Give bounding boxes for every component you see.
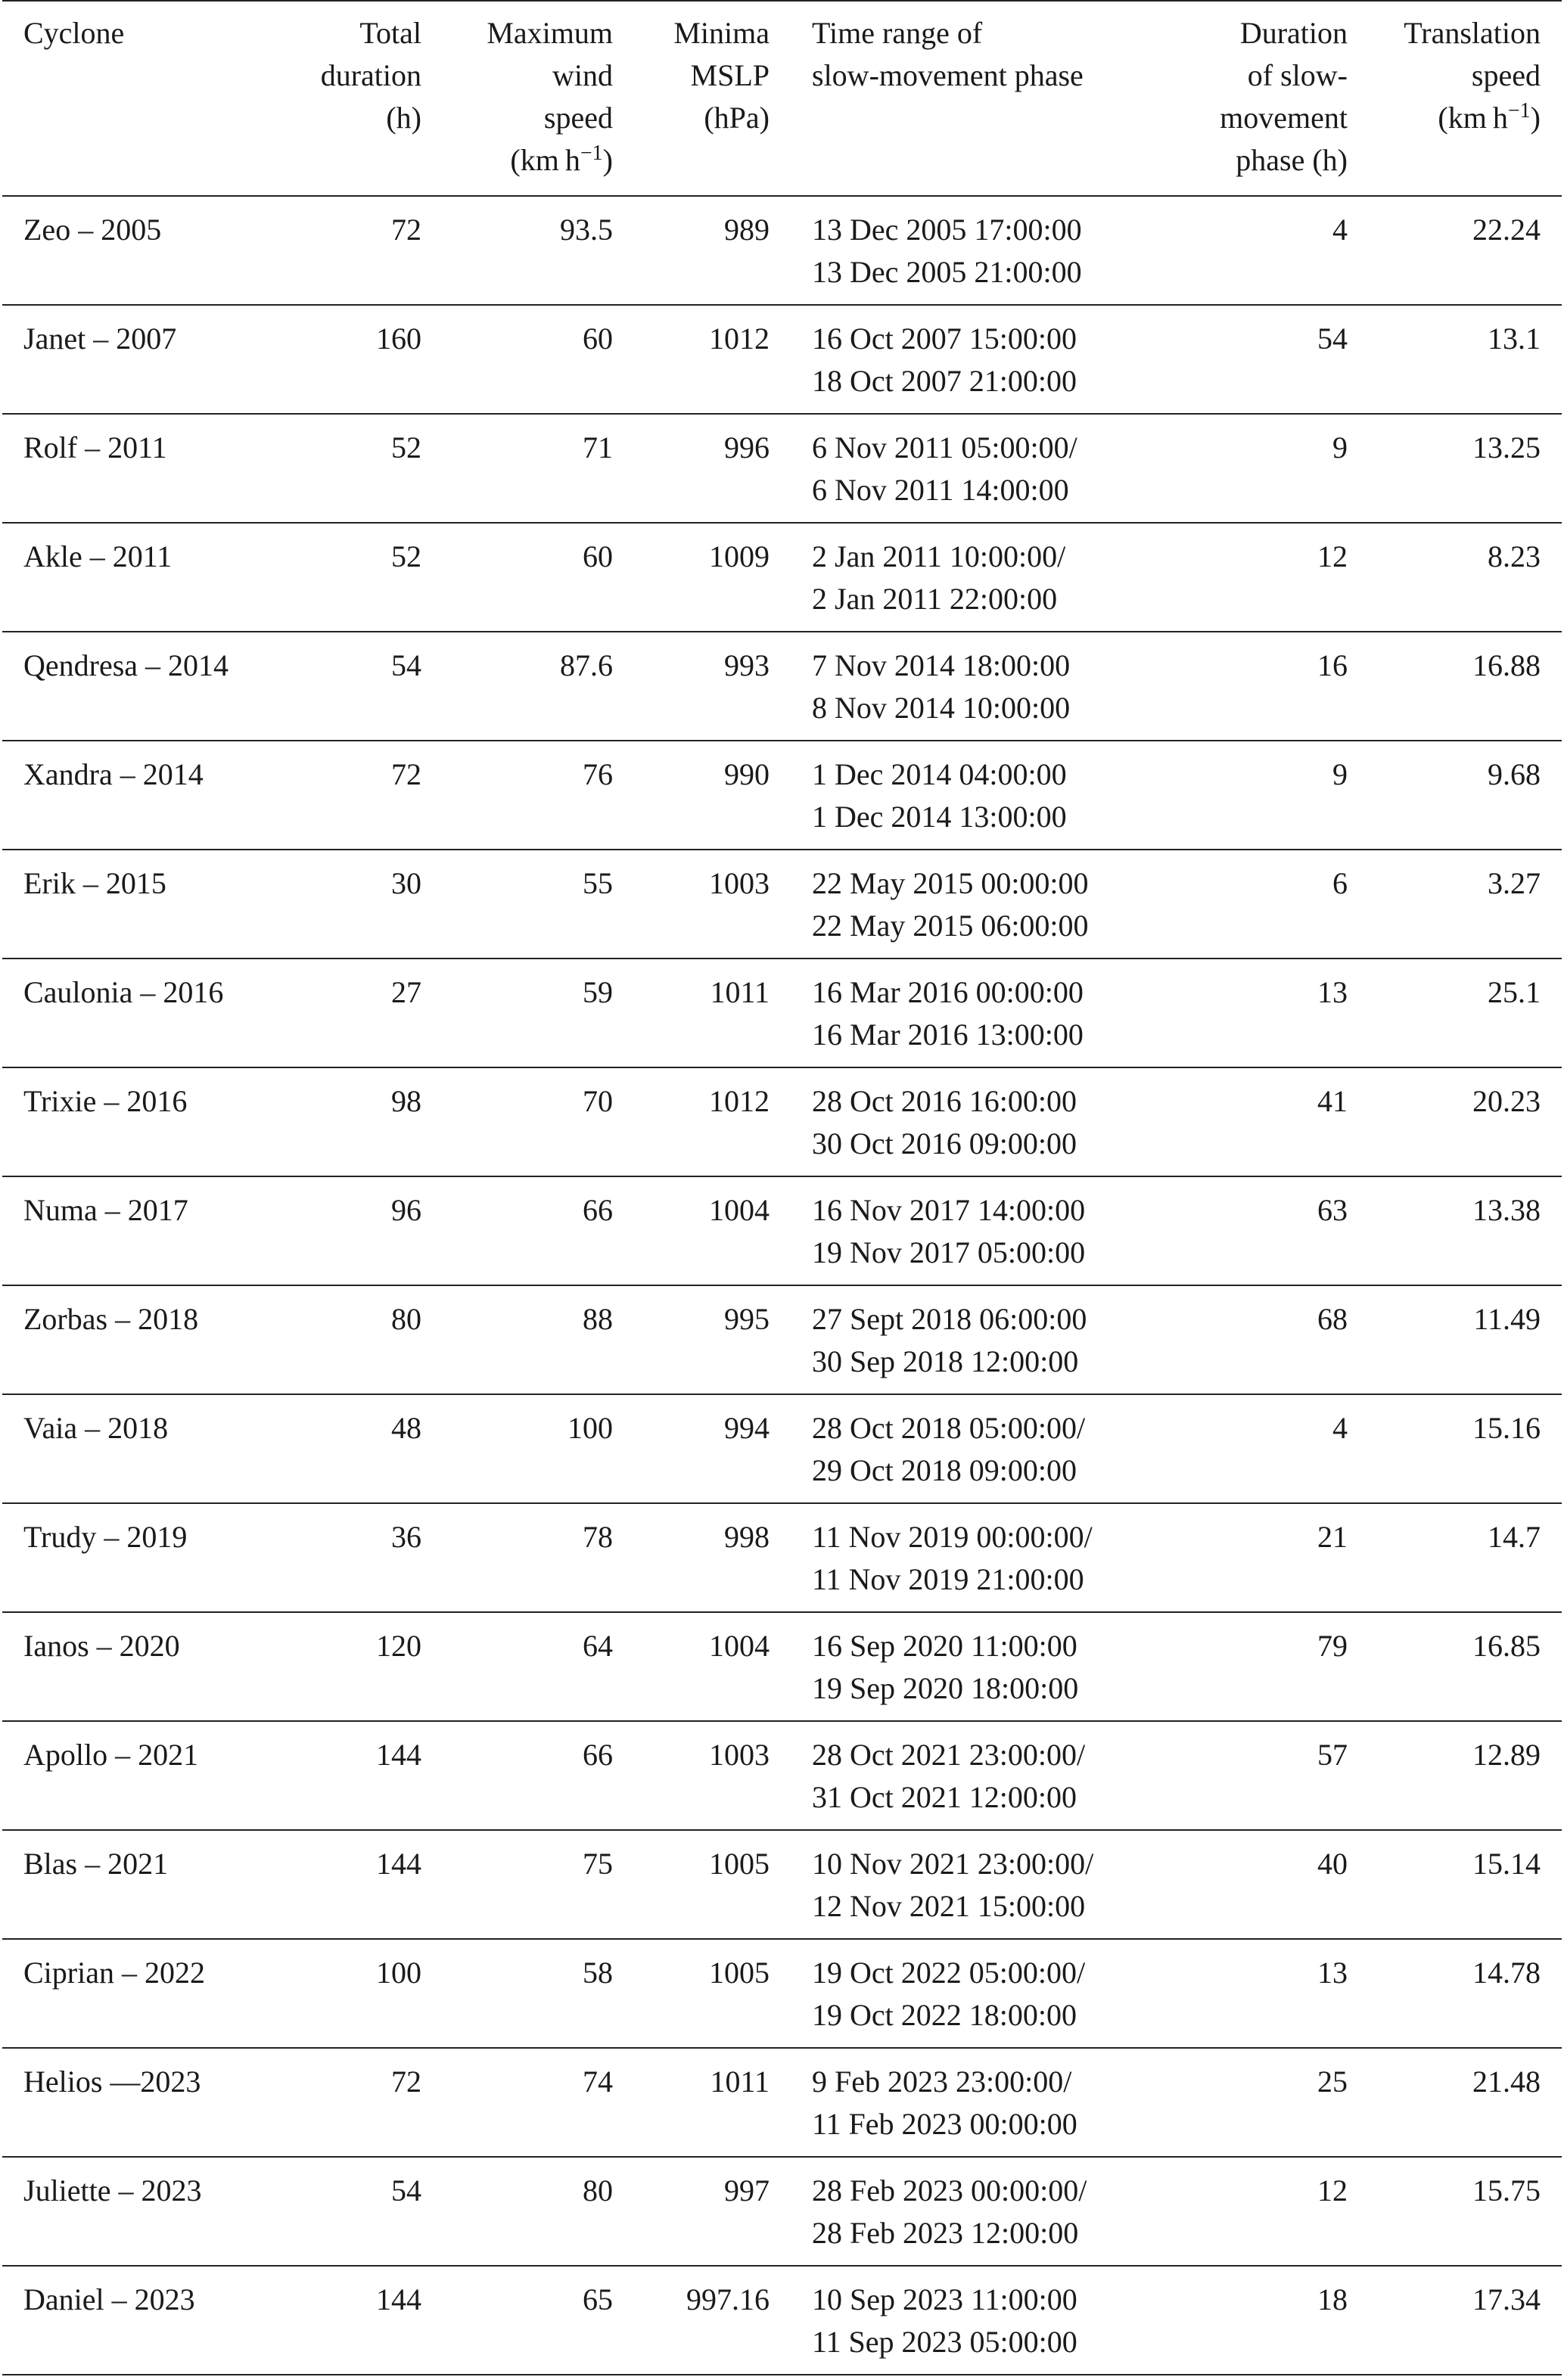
cell-total-duration: 30 bbox=[391, 866, 421, 900]
cell-max-wind-speed: 58 bbox=[583, 1956, 613, 1990]
cell-translation-speed: 15.16 bbox=[1472, 1411, 1541, 1445]
cell-time-range bbox=[791, 1830, 1164, 1939]
header-line: (km $h^{-1}$) bbox=[510, 141, 613, 177]
cell-minima-mslp: 1004 bbox=[709, 1629, 770, 1663]
cell-slow-duration: 9 bbox=[1332, 430, 1348, 465]
cell-total-duration: 36 bbox=[391, 1520, 421, 1554]
table-row bbox=[2, 741, 1562, 850]
cell-slow-duration: 40 bbox=[1317, 1847, 1348, 1881]
cell-slow-duration: 6 bbox=[1332, 866, 1348, 900]
cell-time-range bbox=[791, 1721, 1164, 1830]
header-line: of slow- bbox=[1247, 58, 1348, 92]
header-row bbox=[2, 1, 1562, 196]
time-range-line: 2 Jan 2011 10:00:00/ bbox=[812, 539, 1066, 573]
cell-translation-speed: 11.49 bbox=[1473, 1302, 1541, 1336]
cell-cyclone: Numa – 2017 bbox=[23, 1193, 188, 1227]
cell-translation-speed: 22.24 bbox=[1472, 213, 1541, 247]
cell-slow-duration: 18 bbox=[1317, 2282, 1348, 2316]
time-range-line: 6 Nov 2011 14:00:00 bbox=[812, 473, 1069, 507]
time-range-line: 16 Sep 2020 11:00:00 bbox=[812, 1629, 1077, 1663]
cell-time-range bbox=[791, 1394, 1164, 1503]
table-row bbox=[2, 1176, 1562, 1285]
cell-translation-speed: 20.23 bbox=[1472, 1084, 1541, 1118]
cell-cyclone: Trixie – 2016 bbox=[23, 1084, 188, 1118]
time-range-line: 16 Nov 2017 14:00:00 bbox=[812, 1193, 1086, 1227]
time-range-line: 28 Oct 2016 16:00:00 bbox=[812, 1084, 1077, 1118]
cell-minima-mslp: 1003 bbox=[709, 866, 770, 900]
cell-total-duration: 52 bbox=[391, 539, 421, 573]
time-range-line: 11 Sep 2023 05:00:00 bbox=[812, 2325, 1077, 2359]
table-row bbox=[2, 1939, 1562, 2048]
table-row bbox=[2, 850, 1562, 959]
time-range-line: 29 Oct 2018 09:00:00 bbox=[812, 1453, 1077, 1487]
cell-cyclone: Erik – 2015 bbox=[23, 866, 166, 900]
cell-translation-speed: 3.27 bbox=[1488, 866, 1541, 900]
cell-time-range bbox=[791, 850, 1164, 959]
cell-time-range bbox=[791, 959, 1164, 1067]
cell-slow-duration: 9 bbox=[1332, 757, 1348, 791]
table-row bbox=[2, 1394, 1562, 1503]
header-translation-speed bbox=[1369, 1, 1562, 196]
cell-translation-speed: 13.1 bbox=[1488, 322, 1541, 356]
table-row bbox=[2, 523, 1562, 632]
cell-time-range bbox=[791, 1939, 1164, 2048]
cell-time-range bbox=[791, 2266, 1164, 2375]
table-row bbox=[2, 305, 1562, 414]
header-line: Cyclone bbox=[23, 16, 125, 50]
cell-slow-duration: 54 bbox=[1317, 322, 1348, 356]
time-range-line: 28 Oct 2018 05:00:00/ bbox=[812, 1411, 1086, 1445]
cell-total-duration: 27 bbox=[391, 975, 421, 1009]
cell-time-range bbox=[791, 414, 1164, 523]
cell-total-duration: 72 bbox=[391, 757, 421, 791]
cell-total-duration: 96 bbox=[391, 1193, 421, 1227]
cell-max-wind-speed: 75 bbox=[583, 1847, 613, 1881]
time-range-line: 28 Oct 2021 23:00:00/ bbox=[812, 1738, 1086, 1772]
cell-cyclone: Daniel – 2023 bbox=[23, 2282, 195, 2316]
header-minima-mslp bbox=[634, 1, 791, 196]
cell-max-wind-speed: 100 bbox=[567, 1411, 613, 1445]
cell-cyclone: Vaia – 2018 bbox=[23, 1411, 169, 1445]
cell-slow-duration: 13 bbox=[1317, 1956, 1348, 1990]
cell-cyclone: Janet – 2007 bbox=[23, 322, 177, 356]
cell-max-wind-speed: 60 bbox=[583, 539, 613, 573]
cell-slow-duration: 4 bbox=[1332, 1411, 1348, 1445]
cell-time-range bbox=[791, 1067, 1164, 1176]
time-range-line: 13 Dec 2005 17:00:00 bbox=[812, 213, 1082, 247]
time-range-line: 22 May 2015 00:00:00 bbox=[812, 866, 1089, 900]
table-row bbox=[2, 196, 1562, 305]
time-range-line: 16 Mar 2016 13:00:00 bbox=[812, 1018, 1084, 1052]
cell-max-wind-speed: 87.6 bbox=[560, 648, 613, 682]
time-range-line: 12 Nov 2021 15:00:00 bbox=[812, 1889, 1086, 1923]
cell-minima-mslp: 989 bbox=[724, 213, 770, 247]
cell-cyclone: Akle – 2011 bbox=[23, 539, 173, 573]
table-row bbox=[2, 959, 1562, 1067]
header-line: slow-movement phase bbox=[812, 58, 1084, 92]
time-range-line: 6 Nov 2011 05:00:00/ bbox=[812, 430, 1077, 465]
cell-cyclone: Zorbas – 2018 bbox=[23, 1302, 199, 1336]
cell-max-wind-speed: 71 bbox=[583, 430, 613, 465]
cell-slow-duration: 25 bbox=[1317, 2065, 1348, 2099]
header-maximum-wind-speed bbox=[443, 1, 634, 196]
cell-translation-speed: 9.68 bbox=[1488, 757, 1541, 791]
header-line: Total bbox=[359, 16, 421, 50]
cell-translation-speed: 25.1 bbox=[1488, 975, 1541, 1009]
cell-slow-duration: 13 bbox=[1317, 975, 1348, 1009]
cell-minima-mslp: 1009 bbox=[709, 539, 770, 573]
cell-minima-mslp: 998 bbox=[724, 1520, 770, 1554]
header-line: (hPa) bbox=[704, 101, 770, 135]
header-line: MSLP bbox=[690, 58, 770, 92]
time-range-line: 28 Feb 2023 12:00:00 bbox=[812, 2216, 1079, 2250]
cell-time-range bbox=[791, 741, 1164, 850]
header-time-range bbox=[791, 1, 1164, 196]
cell-translation-speed: 15.75 bbox=[1472, 2173, 1541, 2208]
cell-max-wind-speed: 80 bbox=[583, 2173, 613, 2208]
cell-cyclone: Qendresa – 2014 bbox=[23, 648, 229, 682]
table-row bbox=[2, 1067, 1562, 1176]
header-total-duration bbox=[291, 1, 443, 196]
cell-translation-speed: 15.14 bbox=[1472, 1847, 1541, 1881]
time-range-line: 11 Nov 2019 00:00:00/ bbox=[812, 1520, 1093, 1554]
time-range-line: 11 Nov 2019 21:00:00 bbox=[812, 1562, 1084, 1596]
cell-minima-mslp: 997.16 bbox=[686, 2282, 770, 2316]
header-line: wind bbox=[552, 58, 613, 92]
cell-time-range bbox=[791, 2048, 1164, 2157]
cell-time-range bbox=[791, 1176, 1164, 1285]
cell-minima-mslp: 997 bbox=[724, 2173, 770, 2208]
cell-minima-mslp: 995 bbox=[724, 1302, 770, 1336]
table-row bbox=[2, 1830, 1562, 1939]
time-range-line: 16 Oct 2007 15:00:00 bbox=[812, 322, 1077, 356]
cell-slow-duration: 4 bbox=[1332, 213, 1348, 247]
cell-max-wind-speed: 93.5 bbox=[560, 213, 613, 247]
cell-minima-mslp: 996 bbox=[724, 430, 770, 465]
cell-total-duration: 80 bbox=[391, 1302, 421, 1336]
header-line: movement bbox=[1220, 101, 1348, 135]
cell-minima-mslp: 1005 bbox=[709, 1847, 770, 1881]
cell-cyclone: Ianos – 2020 bbox=[23, 1629, 180, 1663]
time-range-line: 18 Oct 2007 21:00:00 bbox=[812, 364, 1077, 398]
cell-time-range bbox=[791, 1503, 1164, 1612]
cell-translation-speed: 14.78 bbox=[1472, 1956, 1541, 1990]
time-range-line: 22 May 2015 06:00:00 bbox=[812, 909, 1089, 943]
cell-slow-duration: 12 bbox=[1317, 2173, 1348, 2208]
time-range-line: 27 Sept 2018 06:00:00 bbox=[812, 1302, 1087, 1336]
cell-cyclone: Helios —2023 bbox=[23, 2065, 201, 2099]
cell-max-wind-speed: 70 bbox=[583, 1084, 613, 1118]
cell-minima-mslp: 994 bbox=[724, 1411, 770, 1445]
header-line: Translation bbox=[1404, 16, 1541, 50]
time-range-line: 30 Sep 2018 12:00:00 bbox=[812, 1344, 1079, 1378]
time-range-line: 2 Jan 2011 22:00:00 bbox=[812, 582, 1058, 616]
header-slow-duration bbox=[1164, 1, 1369, 196]
cell-max-wind-speed: 64 bbox=[583, 1629, 613, 1663]
time-range-line: 16 Mar 2016 00:00:00 bbox=[812, 975, 1084, 1009]
cell-translation-speed: 12.89 bbox=[1472, 1738, 1541, 1772]
header-line: Minima bbox=[673, 16, 770, 50]
time-range-line: 19 Oct 2022 18:00:00 bbox=[812, 1998, 1077, 2032]
cell-cyclone: Blas – 2021 bbox=[23, 1847, 169, 1881]
cell-minima-mslp: 1011 bbox=[710, 975, 770, 1009]
cell-translation-speed: 16.88 bbox=[1472, 648, 1541, 682]
cell-time-range bbox=[791, 523, 1164, 632]
cell-minima-mslp: 993 bbox=[724, 648, 770, 682]
cell-total-duration: 144 bbox=[376, 1847, 421, 1881]
table-row bbox=[2, 2157, 1562, 2266]
table-body bbox=[2, 196, 1562, 2375]
table-row bbox=[2, 1612, 1562, 1721]
cell-total-duration: 144 bbox=[376, 1738, 421, 1772]
cell-cyclone: Juliette – 2023 bbox=[23, 2173, 202, 2208]
cell-total-duration: 120 bbox=[376, 1629, 421, 1663]
cell-time-range bbox=[791, 632, 1164, 741]
cell-total-duration: 160 bbox=[376, 322, 421, 356]
time-range-line: 30 Oct 2016 09:00:00 bbox=[812, 1126, 1077, 1160]
cell-minima-mslp: 1012 bbox=[709, 322, 770, 356]
cell-max-wind-speed: 66 bbox=[583, 1738, 613, 1772]
table-row bbox=[2, 1285, 1562, 1394]
time-range-line: 1 Dec 2014 13:00:00 bbox=[812, 800, 1067, 834]
cell-translation-speed: 14.7 bbox=[1488, 1520, 1541, 1554]
cell-total-duration: 144 bbox=[376, 2282, 421, 2316]
header-line: phase (h) bbox=[1236, 143, 1348, 177]
cell-translation-speed: 16.85 bbox=[1472, 1629, 1541, 1663]
header-line: speed bbox=[543, 101, 613, 135]
cell-slow-duration: 12 bbox=[1317, 539, 1348, 573]
cell-time-range bbox=[791, 2157, 1164, 2266]
cell-time-range bbox=[791, 1285, 1164, 1394]
header-cyclone bbox=[2, 1, 291, 196]
cell-minima-mslp: 1012 bbox=[709, 1084, 770, 1118]
table-row bbox=[2, 1503, 1562, 1612]
cell-cyclone: Xandra – 2014 bbox=[23, 757, 204, 791]
header-line: speed bbox=[1471, 58, 1541, 92]
cyclone-table bbox=[2, 0, 1562, 2375]
cell-cyclone: Apollo – 2021 bbox=[23, 1738, 199, 1772]
time-range-line: 19 Sep 2020 18:00:00 bbox=[812, 1671, 1079, 1705]
cell-slow-duration: 63 bbox=[1317, 1193, 1348, 1227]
time-range-line: 8 Nov 2014 10:00:00 bbox=[812, 691, 1071, 725]
time-range-line: 28 Feb 2023 00:00:00/ bbox=[812, 2173, 1087, 2208]
cell-max-wind-speed: 65 bbox=[583, 2282, 613, 2316]
time-range-line: 31 Oct 2021 12:00:00 bbox=[812, 1780, 1077, 1814]
header-line: (h) bbox=[386, 101, 421, 135]
cell-slow-duration: 21 bbox=[1317, 1520, 1348, 1554]
table-row bbox=[2, 2048, 1562, 2157]
cell-cyclone: Trudy – 2019 bbox=[23, 1520, 188, 1554]
cell-max-wind-speed: 78 bbox=[583, 1520, 613, 1554]
cell-max-wind-speed: 60 bbox=[583, 322, 613, 356]
time-range-line: 19 Oct 2022 05:00:00/ bbox=[812, 1956, 1086, 1990]
cell-translation-speed: 13.38 bbox=[1472, 1193, 1541, 1227]
cell-max-wind-speed: 55 bbox=[583, 866, 613, 900]
time-range-line: 1 Dec 2014 04:00:00 bbox=[812, 757, 1067, 791]
cell-time-range bbox=[791, 196, 1164, 305]
header-line: (km $h^{-1}$) bbox=[1438, 99, 1541, 135]
cell-cyclone: Ciprian – 2022 bbox=[23, 1956, 205, 1990]
cell-minima-mslp: 990 bbox=[724, 757, 770, 791]
cell-total-duration: 100 bbox=[376, 1956, 421, 1990]
cell-total-duration: 98 bbox=[391, 1084, 421, 1118]
header-line: Maximum bbox=[487, 16, 613, 50]
cell-slow-duration: 41 bbox=[1317, 1084, 1348, 1118]
cell-max-wind-speed: 74 bbox=[583, 2065, 613, 2099]
time-range-line: 13 Dec 2005 21:00:00 bbox=[812, 255, 1082, 289]
time-range-line: 10 Nov 2021 23:00:00/ bbox=[812, 1847, 1094, 1881]
cell-total-duration: 54 bbox=[391, 2173, 421, 2208]
cell-translation-speed: 13.25 bbox=[1472, 430, 1541, 465]
time-range-line: 10 Sep 2023 11:00:00 bbox=[812, 2282, 1077, 2316]
cell-translation-speed: 17.34 bbox=[1472, 2282, 1541, 2316]
time-range-line: 7 Nov 2014 18:00:00 bbox=[812, 648, 1071, 682]
cell-total-duration: 52 bbox=[391, 430, 421, 465]
cell-max-wind-speed: 66 bbox=[583, 1193, 613, 1227]
time-range-line: 11 Feb 2023 00:00:00 bbox=[812, 2107, 1077, 2141]
table-header bbox=[2, 1, 1562, 196]
time-range-line: 19 Nov 2017 05:00:00 bbox=[812, 1235, 1086, 1269]
cell-total-duration: 72 bbox=[391, 213, 421, 247]
cell-total-duration: 48 bbox=[391, 1411, 421, 1445]
table-row bbox=[2, 632, 1562, 741]
cell-cyclone: Rolf – 2011 bbox=[23, 430, 167, 465]
header-line: Time range of bbox=[812, 16, 983, 50]
time-range-line: 9 Feb 2023 23:00:00/ bbox=[812, 2065, 1072, 2099]
cell-time-range bbox=[791, 305, 1164, 414]
cell-time-range bbox=[791, 1612, 1164, 1721]
cell-total-duration: 72 bbox=[391, 2065, 421, 2099]
table-row bbox=[2, 414, 1562, 523]
cell-minima-mslp: 1011 bbox=[710, 2065, 770, 2099]
cell-slow-duration: 57 bbox=[1317, 1738, 1348, 1772]
header-line: Duration bbox=[1239, 16, 1348, 50]
cell-slow-duration: 79 bbox=[1317, 1629, 1348, 1663]
table-row bbox=[2, 1721, 1562, 1830]
cell-max-wind-speed: 76 bbox=[583, 757, 613, 791]
cell-max-wind-speed: 59 bbox=[583, 975, 613, 1009]
cell-translation-speed: 21.48 bbox=[1472, 2065, 1541, 2099]
cell-cyclone: Caulonia – 2016 bbox=[23, 975, 224, 1009]
cell-minima-mslp: 1005 bbox=[709, 1956, 770, 1990]
cell-translation-speed: 8.23 bbox=[1488, 539, 1541, 573]
table-row bbox=[2, 2266, 1562, 2375]
cell-slow-duration: 16 bbox=[1317, 648, 1348, 682]
cell-total-duration: 54 bbox=[391, 648, 421, 682]
cell-cyclone: Zeo – 2005 bbox=[23, 213, 162, 247]
header-line: duration bbox=[320, 58, 421, 92]
cell-minima-mslp: 1004 bbox=[709, 1193, 770, 1227]
cell-minima-mslp: 1003 bbox=[709, 1738, 770, 1772]
cell-slow-duration: 68 bbox=[1317, 1302, 1348, 1336]
cell-max-wind-speed: 88 bbox=[583, 1302, 613, 1336]
